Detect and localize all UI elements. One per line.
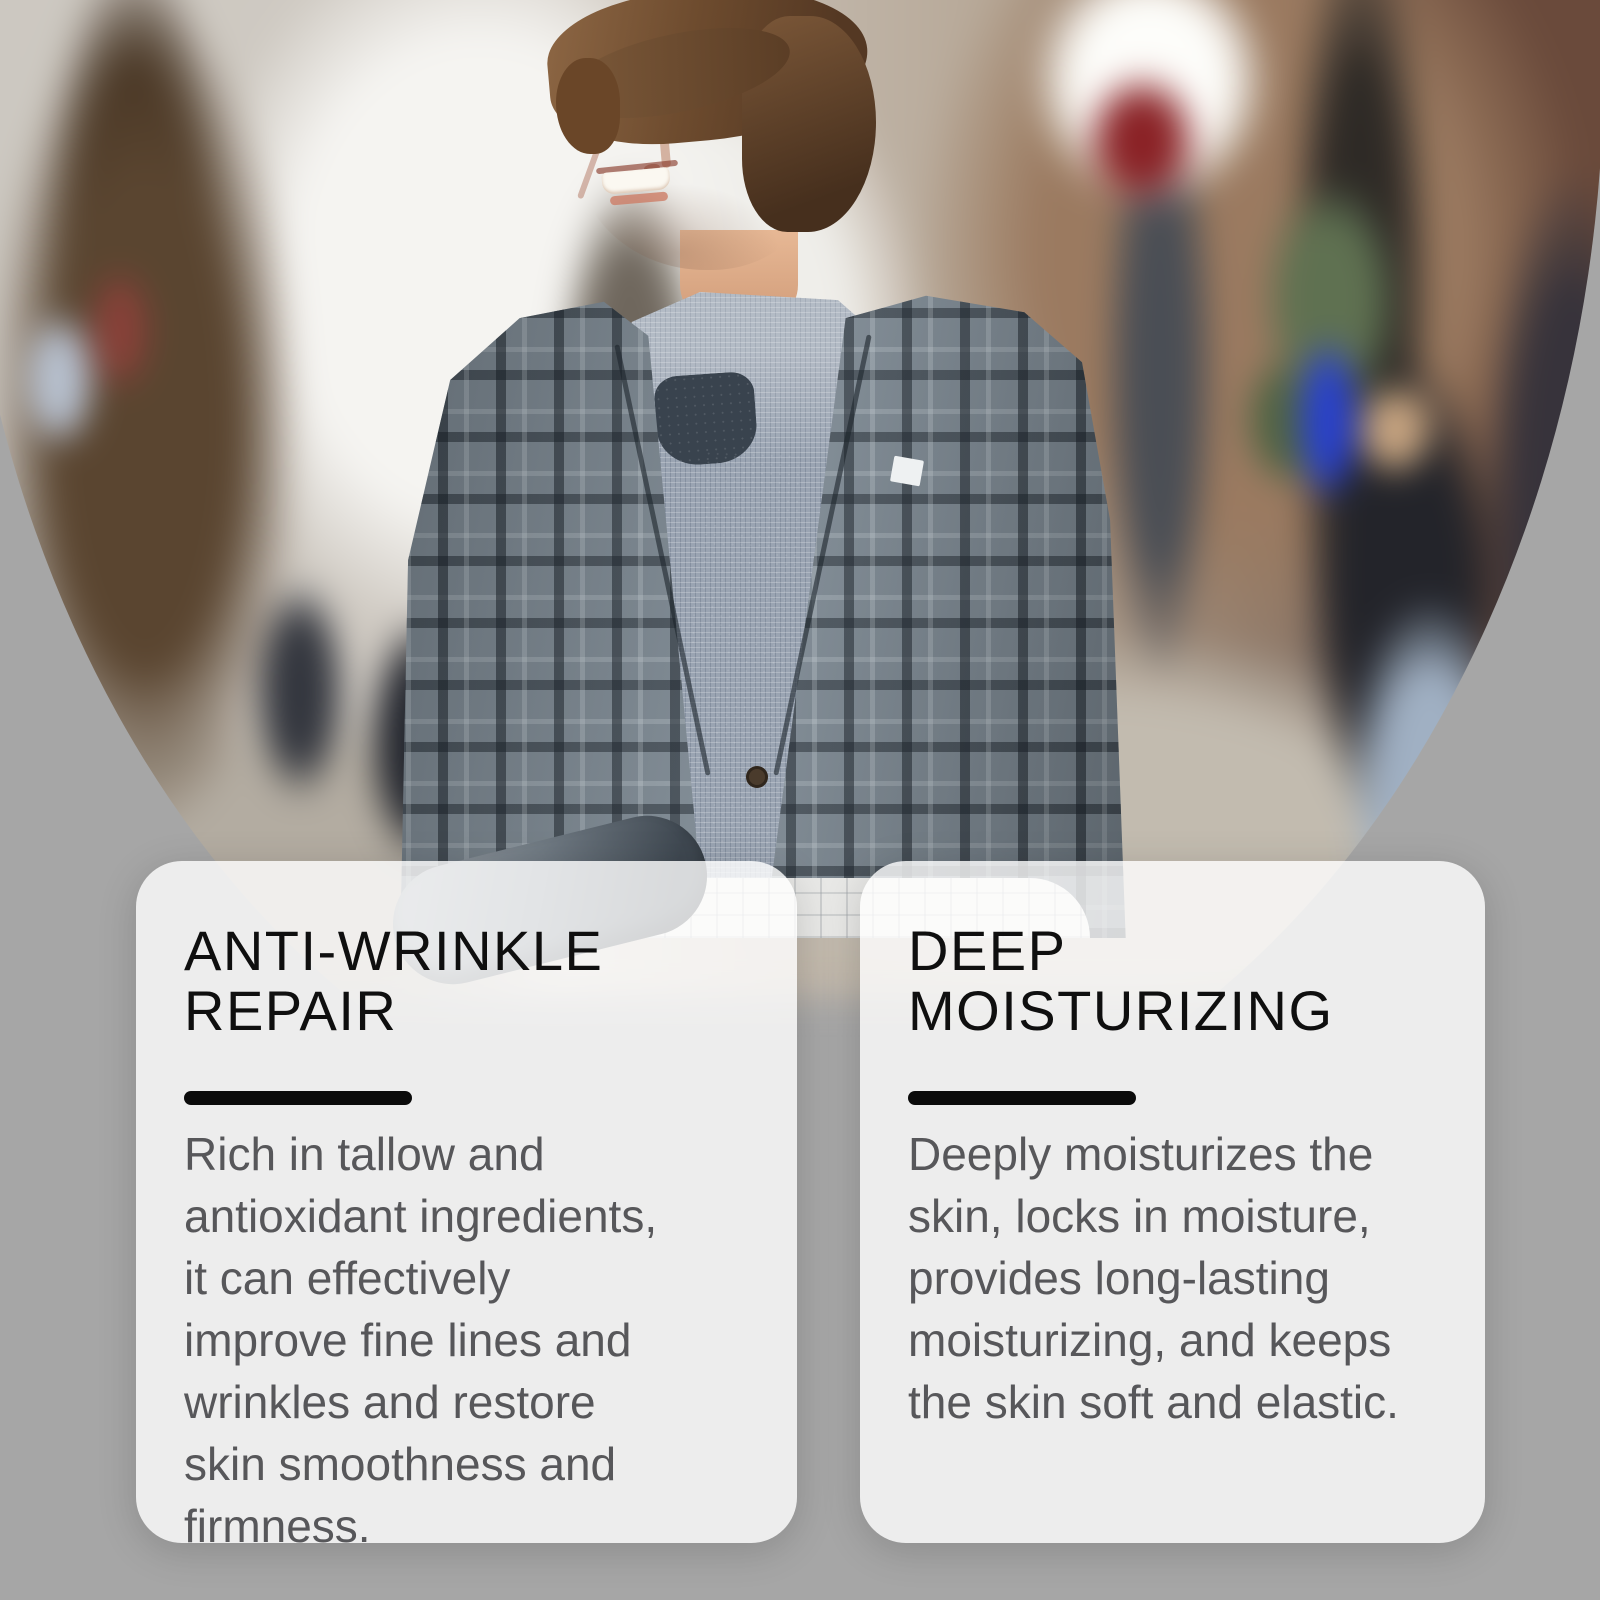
title-underline-bar <box>908 1091 1136 1105</box>
card-body-line: Deeply moisturizes the <box>908 1128 1374 1180</box>
card-title-line: ANTI-WRINKLE <box>184 919 604 982</box>
card-body-line: skin, locks in moisture, <box>908 1190 1371 1242</box>
man-hair <box>556 58 620 154</box>
feature-card-anti-wrinkle <box>136 861 797 1552</box>
card-body-line: skin smoothness and <box>184 1438 617 1490</box>
card-title-line: REPAIR <box>184 979 398 1042</box>
card-body <box>908 1123 1451 1433</box>
feature-card-deep-moisturizing <box>860 861 1485 1543</box>
card-body-line: it can effectively <box>184 1252 511 1304</box>
card-body-line: antioxidant ingredients, <box>184 1190 658 1242</box>
lower-lip <box>610 191 669 205</box>
smile-teeth <box>601 167 671 195</box>
card-body <box>184 1123 763 1557</box>
card-body-line: provides long-lasting <box>908 1252 1330 1304</box>
card-body-line: moisturizing, and keeps <box>908 1314 1392 1366</box>
card-title <box>908 921 1451 1041</box>
pocket-square <box>890 456 924 487</box>
card-body-line: improve fine lines and <box>184 1314 632 1366</box>
card-body-line: Rich in tallow and <box>184 1128 545 1180</box>
card-body-line: wrinkles and restore <box>184 1376 596 1428</box>
title-underline-bar <box>184 1091 412 1105</box>
jacket-button <box>746 766 768 788</box>
card-body-line: the skin soft and elastic. <box>908 1376 1399 1428</box>
card-title-line: DEEP <box>908 919 1067 982</box>
card-body-line: firmness. <box>184 1500 371 1552</box>
card-title-line: MOISTURIZING <box>908 979 1334 1042</box>
card-title <box>184 921 763 1041</box>
